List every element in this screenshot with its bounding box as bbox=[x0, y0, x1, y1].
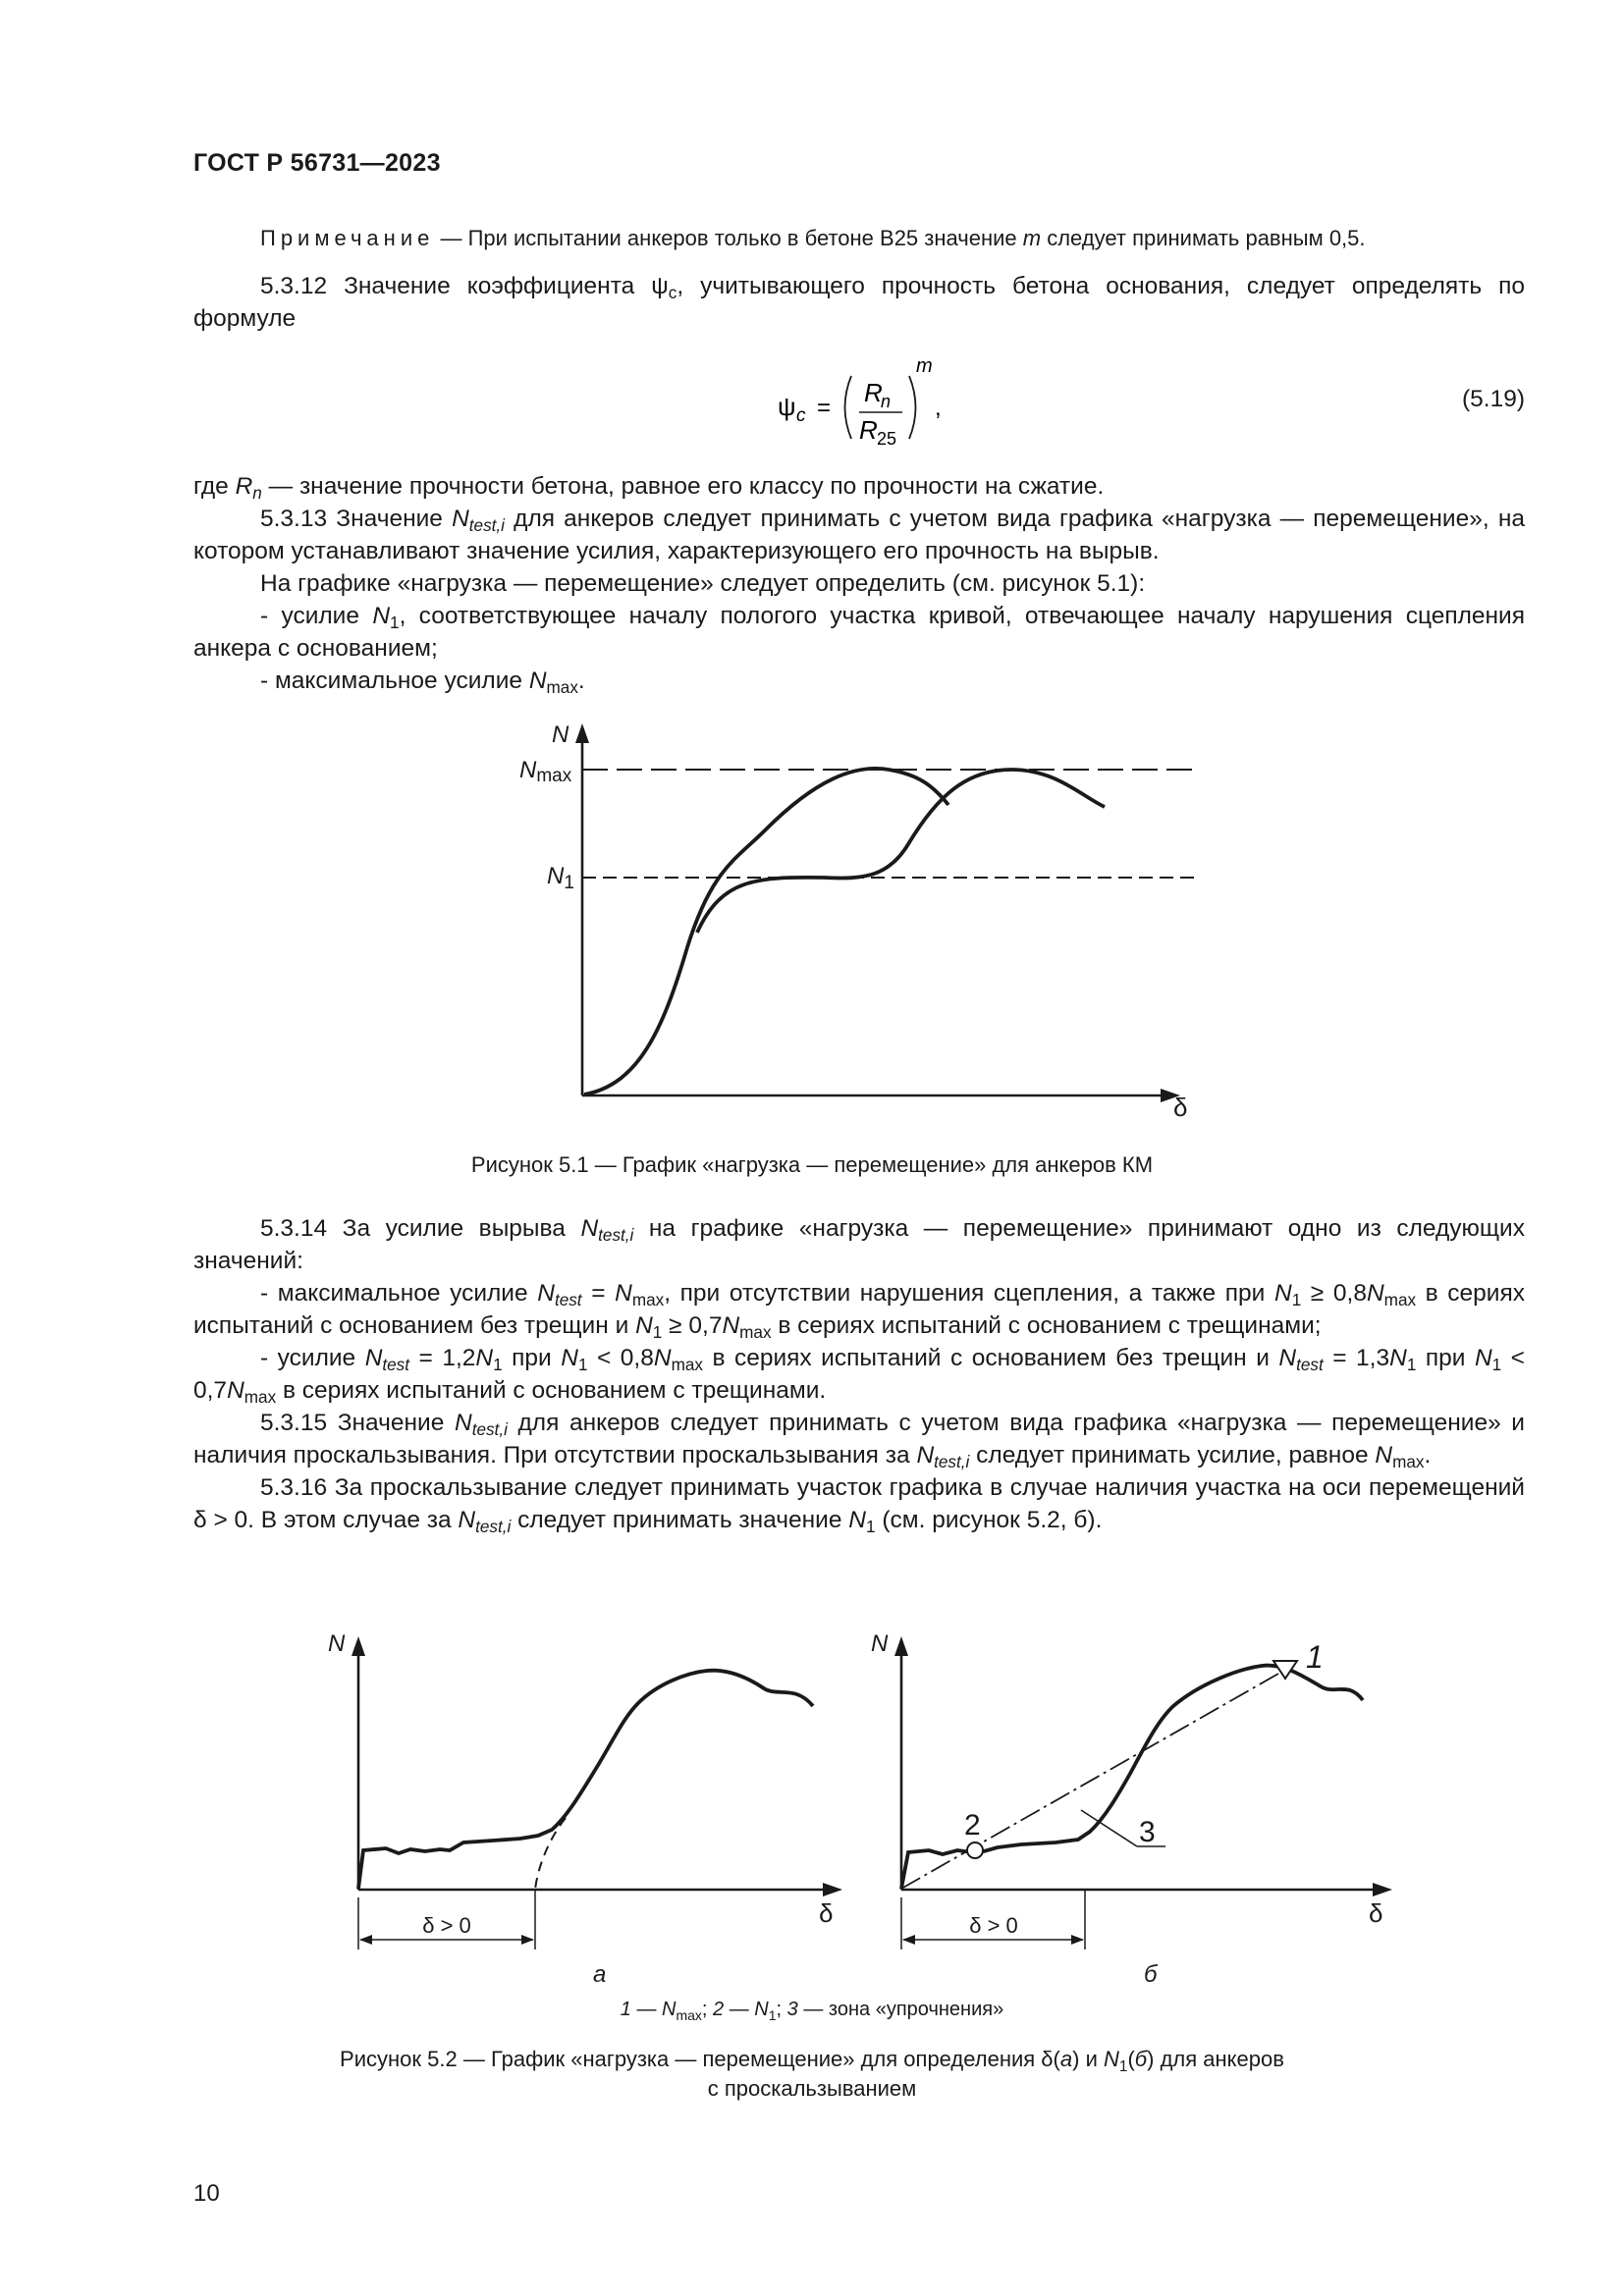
figure-5-1-caption: Рисунок 5.1 — График «нагрузка — перемещение» для анкеров КМ bbox=[470, 1152, 1154, 1177]
delta-dimension-label: δ > 0 bbox=[969, 1913, 1018, 1938]
list-item: - усилие $N_{test} = 1,2N_1$ при $N_1 < 0,8N_{max}$ в сериях испытаний с основанием без трещин и $N_{test} = 1,3N_1$ при $N_1 < 0,7N_{max}$ в сериях испытаний с основанием с трещинами. bbox=[193, 1345, 1525, 1407]
svg-text:R: R bbox=[859, 415, 878, 445]
y-axis-label: N bbox=[871, 1630, 889, 1657]
note-paragraph: Примечание — При испытании анкеров только в бетоне В25 значение m следует принимать равным 0,5. bbox=[260, 226, 1366, 250]
x-axis-label: δ bbox=[1369, 1898, 1383, 1928]
panel-a-graphic bbox=[352, 1636, 842, 1949]
y-axis-label: N bbox=[328, 1630, 346, 1657]
list-item: - максимальное усилие $N_{max}$. bbox=[260, 667, 585, 697]
dim-arrow-left bbox=[902, 1935, 915, 1945]
dim-arrow-right bbox=[521, 1935, 534, 1945]
note-label: Примечание bbox=[260, 226, 435, 250]
y-axis-arrow bbox=[894, 1636, 908, 1656]
slip-curve bbox=[358, 1671, 813, 1889]
paragraph-5-3-16: 5.3.16 За проскальзывание следует принимать участок графика в случае наличия участка на оси перемещений δ > 0. В этом случае за $N_{test,i}$ следует принимать значение $N_1$ (см. рисунок 5.2, б). bbox=[193, 1474, 1525, 1536]
paragraph-5-3-14: 5.3.14 За усилие вырыва $N_{test,i}$ на графике «нагрузка — перемещение» принимают одно из следующих значений: bbox=[193, 1215, 1525, 1274]
list-item: - усилие $N_1$, соответствующее началу пологого участка кривой, отвечающее началу нарушения сцепления анкера с основанием; bbox=[193, 603, 1526, 662]
secant-line bbox=[901, 1670, 1285, 1889]
dim-arrow-left bbox=[359, 1935, 372, 1945]
svg-text:=: = bbox=[817, 395, 832, 421]
figure-5-2-caption: Рисунок 5.2 — График «нагрузка — перемещение» для определения δ(а) и $N_1(б)$ для анкеров с проскальзыванием bbox=[340, 2047, 1284, 2101]
nmax-label: Nmax bbox=[519, 757, 572, 786]
list-item: - максимальное усилие $N_{test} = N_{max}$, при отсутствии нарушения сцепления, а также при $N_1 \ge 0,8N_{max}$ в сериях испытаний с основанием без трещин и $N_1 \ge 0,7N_{max}$ в сериях испытаний с основанием с трещинами; bbox=[193, 1280, 1526, 1342]
marker-1-label: 1 bbox=[1306, 1639, 1324, 1675]
y-axis-arrow bbox=[352, 1636, 365, 1656]
panel-a-label: а bbox=[593, 1961, 607, 1988]
x-axis-label: δ bbox=[1173, 1093, 1188, 1122]
svg-text:m: m bbox=[916, 356, 933, 377]
svg-text:R: R bbox=[864, 378, 883, 407]
svg-text:,: , bbox=[935, 395, 942, 421]
svg-text:n: n bbox=[881, 392, 892, 411]
zone-leader-line bbox=[1081, 1810, 1137, 1846]
panel-b-graphic bbox=[894, 1636, 1392, 1949]
figure-5-2-legend: 1 — $N_{max}$; 2 — $N_1$; 3 — зона «упрочнения» bbox=[620, 1999, 1004, 2023]
svg-text:ψ: ψ bbox=[778, 392, 796, 421]
n1-marker-circle bbox=[967, 1842, 983, 1858]
svg-text:25: 25 bbox=[877, 429, 897, 449]
marker-2-label: 2 bbox=[964, 1809, 981, 1842]
delta-dimension-label: δ > 0 bbox=[422, 1913, 471, 1938]
paragraph-5-3-12: 5.3.12 Значение коэффициента $\psi_c$, учитывающего прочность бетона основания, следует определять по формуле bbox=[193, 273, 1525, 332]
x-axis-arrow bbox=[1373, 1883, 1392, 1896]
paragraph-5-3-15: 5.3.15 Значение $N_{test,i}$ для анкеров следует принимать с учетом вида графика «нагрузка — перемещение» и наличия проскальзывания. При отсутствии проскальзывания за $N_{test,i}$ следует принимать усилие, равное $N_{max}$. bbox=[193, 1410, 1525, 1471]
marker-3-label: 3 bbox=[1139, 1816, 1156, 1848]
svg-text:c: c bbox=[796, 405, 806, 426]
x-axis-arrow bbox=[823, 1883, 842, 1896]
x-axis-label: δ bbox=[819, 1898, 834, 1928]
panel-b-label: б bbox=[1144, 1961, 1158, 1988]
paragraph-5-3-13: 5.3.13 Значение $N_{test,i}$ для анкеров следует принимать с учетом вида графика «нагрузка — перемещение», на котором устанавливают значение усилия, характеризующего его прочность на вырыв. bbox=[193, 506, 1525, 564]
equation-number: (5.19) bbox=[1461, 386, 1525, 412]
document-header: ГОСТ Р 56731—2023 bbox=[193, 149, 441, 177]
n1-label: $N_1$ bbox=[547, 863, 574, 893]
y-axis-label: N bbox=[552, 721, 569, 748]
intro-paragraph: На графике «нагрузка — перемещение» следует определить (см. рисунок 5.1): bbox=[260, 570, 1146, 597]
where-paragraph: где $R_n$ — значение прочности бетона, равное его классу по прочности на сжатие. bbox=[193, 473, 1105, 503]
page-number: 10 bbox=[193, 2180, 220, 2207]
dim-arrow-right bbox=[1071, 1935, 1084, 1945]
